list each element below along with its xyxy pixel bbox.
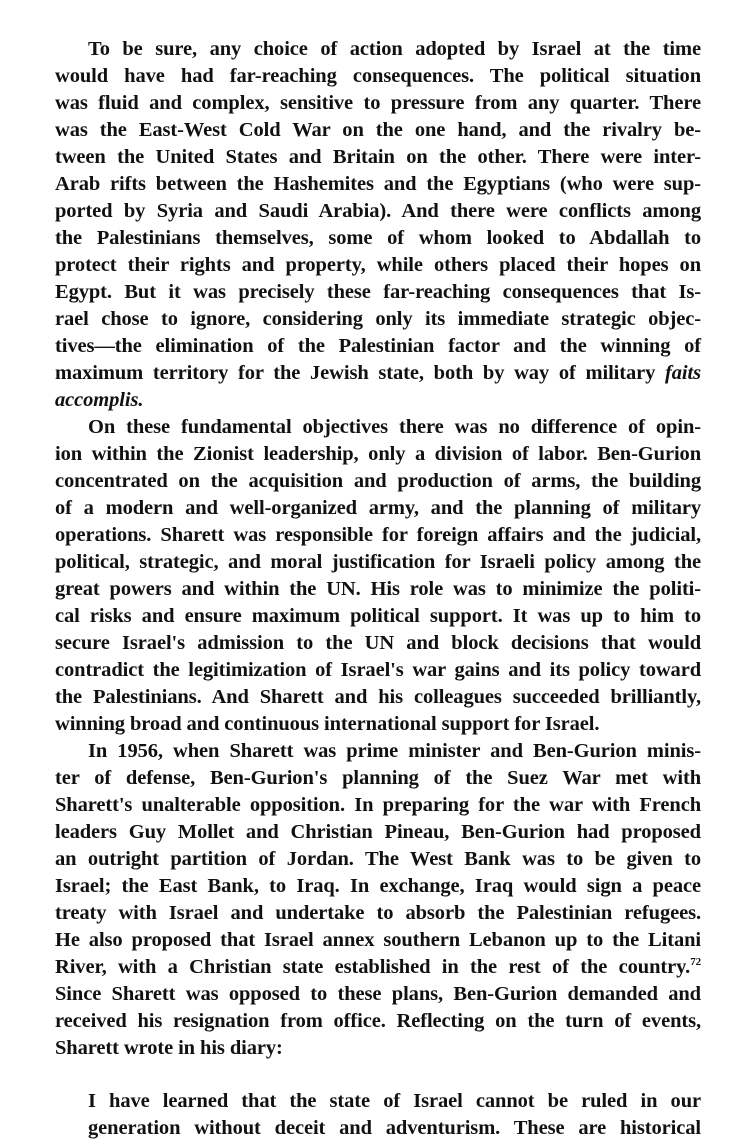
italic-text: faits (665, 362, 701, 384)
text-line (55, 576, 701, 603)
line-text: On these fundamental objectives there was no difference of opin- (88, 416, 701, 438)
line-text: ported by Syria and Saudi Arabia). And there were conflicts among (55, 200, 701, 222)
text-line (55, 684, 701, 711)
text-line (55, 306, 701, 333)
italic-text: accomplis. (55, 389, 144, 411)
text-line (55, 981, 701, 1008)
text-line (55, 360, 701, 387)
line-text: leaders Guy Mollet and Christian Pineau, Ben-Gurion had proposed (55, 821, 701, 843)
line-text: Sharett wrote in his diary: (55, 1037, 283, 1059)
text-line (55, 36, 701, 63)
line-text: operations. Sharett was responsible for foreign affairs and the judicial, (55, 524, 701, 546)
text-line (55, 522, 701, 549)
line-text: Since Sharett was opposed to these plans, Ben-Gurion demanded and (55, 983, 701, 1005)
line-text: an outright partition of Jordan. The West Bank was to be given to (55, 848, 701, 870)
text-line (55, 711, 701, 738)
text-line (55, 738, 701, 765)
line-text: concentrated on the acquisition and production of arms, the building (55, 470, 701, 492)
line-text: would have had far-reaching consequences. The political situation (55, 65, 701, 87)
text-line (55, 171, 701, 198)
text-line (55, 468, 701, 495)
text-line (55, 1008, 701, 1035)
block-quote (55, 1088, 701, 1142)
text-line (55, 549, 701, 576)
line-text: In 1956, when Sharett was prime minister and Ben-Gurion minis- (88, 740, 701, 762)
text-line (55, 792, 701, 819)
text-line (55, 765, 701, 792)
text-line (55, 225, 701, 252)
text-line (88, 1088, 701, 1115)
text-line (55, 603, 701, 630)
text-line (55, 90, 701, 117)
line-text: ter of defense, Ben-Gurion's planning of the Suez War met with (55, 767, 701, 789)
text-line (55, 441, 701, 468)
line-text: Egypt. But it was precisely these far-reaching consequences that Is- (55, 281, 701, 303)
text-line (55, 900, 701, 927)
text-line (55, 630, 701, 657)
text-line (55, 495, 701, 522)
line-text: of a modern and well-organized army, and the planning of military (55, 497, 701, 519)
line-text: secure Israel's admission to the UN and block decisions that would (55, 632, 701, 654)
line-text: contradict the legitimization of Israel's war gains and its policy toward (55, 659, 701, 681)
line-text: Sharett's unalterable opposition. In preparing for the war with French (55, 794, 701, 816)
line-text: ion within the Zionist leadership, only a division of labor. Ben-Gurion (55, 443, 701, 465)
line-text: received his resignation from office. Reflecting on the turn of events, (55, 1010, 701, 1032)
line-text: protect their rights and property, while others placed their hopes on (55, 254, 701, 276)
line-text: maximum territory for the Jewish state, both by way of military (55, 362, 666, 384)
text-line (55, 927, 701, 954)
line-text: rael chose to ignore, considering only its immediate strategic objec- (55, 308, 701, 330)
text-line (55, 873, 701, 900)
line-text: the Palestinians. And Sharett and his colleagues succeeded brilliantly, (55, 686, 701, 708)
text-line (55, 198, 701, 225)
text-line (55, 819, 701, 846)
footnote-ref: 72 (690, 956, 701, 968)
line-text: was the East-West Cold War on the one hand, and the rivalry be- (55, 119, 701, 141)
line-text: the Palestinians themselves, some of whom looked to Abdallah to (55, 227, 701, 249)
text-line (55, 144, 701, 171)
text-line (55, 252, 701, 279)
line-text: generation without deceit and adventurism. These are historical (88, 1117, 701, 1139)
line-text: Arab rifts between the Hashemites and the Egyptians (who were sup- (55, 173, 701, 195)
text-line (55, 846, 701, 873)
body-text (55, 36, 701, 1062)
line-text: He also proposed that Israel annex southern Lebanon up to the Litani (55, 929, 701, 951)
line-text: was fluid and complex, sensitive to pressure from any quarter. There (55, 92, 701, 114)
line-text: treaty with Israel and undertake to absorb the Palestinian refugees. (55, 902, 701, 924)
line-text: I have learned that the state of Israel cannot be ruled in our (88, 1090, 701, 1112)
line-text: winning broad and continuous international support for Israel. (55, 713, 600, 735)
text-line (55, 279, 701, 306)
text-line (55, 414, 701, 441)
text-line (55, 63, 701, 90)
line-text: tween the United States and Britain on the other. There were inter- (55, 146, 701, 168)
text-line (55, 117, 701, 144)
line-text: River, with a Christian state established in the rest of the country. (55, 956, 691, 978)
line-text: tives—the elimination of the Palestinian factor and the winning of (55, 335, 701, 357)
line-text: Israel; the East Bank, to Iraq. In exchange, Iraq would sign a peace (55, 875, 701, 897)
line-text: political, strategic, and moral justification for Israeli policy among the (55, 551, 701, 573)
text-line (55, 954, 701, 981)
line-text: cal risks and ensure maximum political support. It was up to him to (55, 605, 701, 627)
text-line (55, 1035, 701, 1062)
text-line (55, 657, 701, 684)
text-line (55, 333, 701, 360)
line-text: great powers and within the UN. His role was to minimize the politi- (55, 578, 701, 600)
line-text: To be sure, any choice of action adopted by Israel at the time (88, 38, 701, 60)
book-page (55, 36, 701, 1142)
text-line (55, 387, 701, 414)
